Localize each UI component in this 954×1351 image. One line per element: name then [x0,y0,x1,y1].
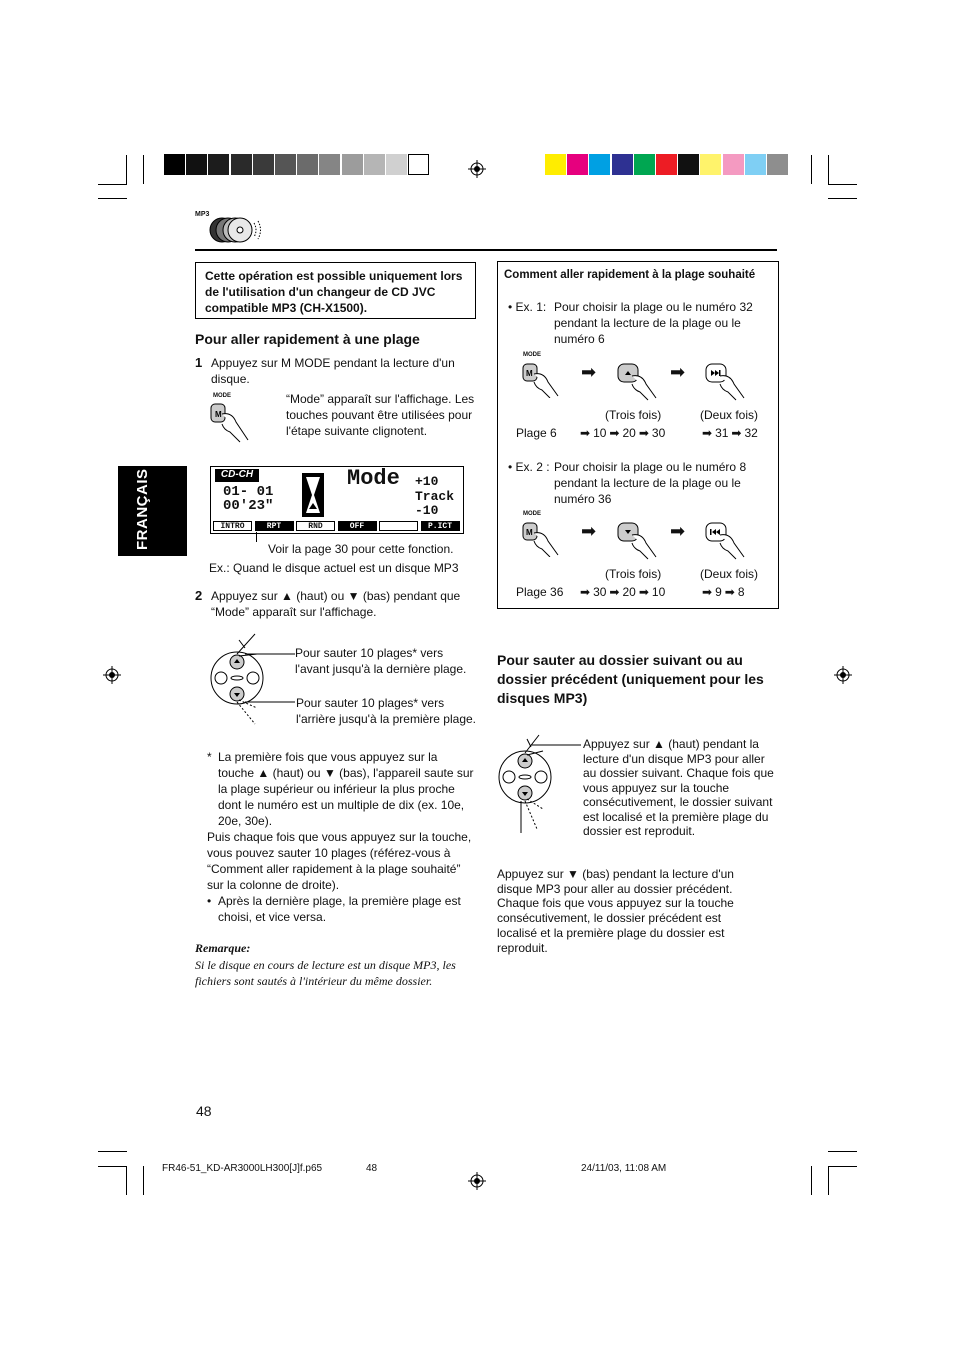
lcd-button-label [379,521,418,531]
sequence-row [580,584,668,600]
times-label: (Deux fois) [700,567,759,581]
color-swatch [297,154,318,175]
registration-mark-icon [103,666,121,684]
skip-forward-note: Pour sauter 10 plages* vers l'avant jusqu'à la dernière plage. [295,646,467,676]
color-swatch [567,154,588,175]
color-swatch [745,154,766,175]
section-heading: Pour sauter au dossier suivant ou au dossier précédent (uniquement pour les disques MP3) [497,652,764,706]
svg-text:M: M [526,528,533,537]
crop-mark [126,1166,127,1195]
color-swatch [545,154,566,175]
lcd-button-row [213,521,461,531]
section-heading: Pour aller rapidement à une plage [195,331,420,347]
example-label: • Ex. 1: [508,300,547,314]
header-rule [195,249,777,251]
language-tab [118,466,187,556]
step-number: 1 [195,355,203,370]
folder-down-text: Appuyez sur ▼ (bas) pendant la lecture d'un disque MP3 pour aller au dossier précédent. Chaque fois que vous appuyez sur la touche consécutivement, le dossier précédent est localisé et la première plage du dossier est reproduit. [497,867,734,955]
sequence-row [702,584,748,600]
crop-mark [126,155,127,184]
right-arrow-icon: ➡ [731,426,742,440]
right-arrow-icon: ➡ [581,521,597,541]
see-page-note: Voir la page 30 pour cette fonction. [268,542,454,556]
right-arrow-icon: ➡ [580,585,591,599]
crop-mark [143,1166,144,1195]
color-swatch [208,154,229,175]
mp3-label: MP3 [195,211,210,218]
registration-mark-icon [468,1172,486,1190]
crop-mark [98,1151,127,1152]
crop-mark [811,1166,812,1195]
color-swatch [678,154,699,175]
page-number: 48 [196,1103,212,1119]
folder-up-text: Appuyez sur ▲ (haut) pendant la lecture d'un disque MP3 pour aller au dossier suivant. Chaque fois que vous appuyez sur la touche consécutivement, le dossier suivant est localisé et la première plage du dossier est reproduit. [583,737,774,838]
mode-button-icon[interactable] [208,400,256,444]
lcd-line2: 00'23" [223,498,274,514]
crop-mark [828,184,857,185]
bullet-mark: • [207,894,212,908]
lcd-mode: Mode [347,466,400,491]
right-arrow-icon: ➡ [581,362,597,382]
language-label: FRANÇAIS [134,468,151,550]
crop-mark [828,1166,829,1195]
lcd-line1: 01- 01 [223,484,274,500]
right-arrow-icon: ➡ [580,426,591,440]
color-swatch [767,154,788,175]
color-swatch [723,154,744,175]
color-swatch [656,154,677,175]
color-swatch [275,154,296,175]
right-arrow-icon: ➡ [724,585,735,599]
crop-mark [828,155,829,184]
sequence-value: 9 [715,585,722,599]
step-text: Appuyez sur M MODE pendant la lecture d'un disque. [211,356,455,386]
leader-line [256,532,257,542]
step-text: Appuyez sur ▲ (haut) ou ▼ (bas) pendant que “Mode” apparaît sur l'affichage. [211,589,461,619]
sequence-value: 20 [622,585,636,599]
times-label: (Trois fois) [605,408,662,422]
registration-mark-icon [468,160,486,178]
crop-mark [811,155,812,184]
footer-page: 48 [366,1163,378,1174]
track-label: Plage 6 [516,426,557,440]
skip-back-note: Pour sauter 10 plages* vers l'arrière jusqu'à la première plage. [296,696,477,726]
down-button-icon[interactable] [616,521,662,561]
next-button-icon[interactable] [704,362,750,402]
sequence-value: 30 [593,585,607,599]
notice-box [195,262,476,319]
sequence-value: 20 [622,426,636,440]
times-label: (Deux fois) [700,408,759,422]
color-swatch [700,154,721,175]
right-arrow-icon: ➡ [670,362,686,382]
example-caption: Ex.: Quand le disque actuel est un disque MP3 [209,561,459,575]
followup-text: Puis chaque fois que vous appuyez sur la touche, vous pouvez sauter 10 plages (référez-vous à “Comment aller rapidement à la plage souhaité” sur la colonne de droite). [207,830,472,892]
notice-text: Cette opération est possible uniquement lors de l'utilisation d'un changeur de CD JVC compatible MP3 (CH-X1500). [205,269,463,315]
lcd-source: CD-CH [215,469,259,482]
color-swatch [186,154,207,175]
example-text: Pour choisir la plage ou le numéro 32 pendant la lecture de la plage ou le numéro 6 [554,300,753,346]
mode-label: MODE [523,511,541,517]
color-swatch [342,154,363,175]
crop-mark [828,1166,857,1167]
hourglass-icon [301,473,325,517]
right-arrow-icon: ➡ [638,585,649,599]
sequence-row [702,425,761,441]
mp3-disc-icon [208,215,268,245]
color-swatch [164,154,185,175]
color-swatch [612,154,633,175]
right-arrow-icon: ➡ [702,426,713,440]
lcd-minus: -10 [415,503,439,518]
lcd-button-label: OFF [338,521,377,531]
footer-date: 24/11/03, 11:08 AM [581,1163,667,1174]
sequence-value: 10 [593,426,607,440]
color-swatch [364,154,385,175]
right-arrow-icon: ➡ [609,426,620,440]
mode-button-icon[interactable] [520,360,564,398]
times-label: (Trois fois) [605,567,662,581]
crop-mark [98,198,127,199]
color-swatch [319,154,340,175]
crop-mark [143,155,144,184]
footnote-star: * [207,750,212,764]
footnote-text: La première fois que vous appuyez sur la touche ▲ (haut) ou ▼ (bas), l'appareil saute sur la plage supérieur ou inférieur la plus proche dont le numéro est un multiple de dix (ex. 10e, 20e, 30e). [218,750,474,828]
remark-text: Si le disque en cours de lecture est un disque MP3, les fichiers sont sautés à l'intérieur du même dossier. [195,958,456,988]
sequence-row [580,425,668,441]
footer-file: FR46-51_KD-AR3000LH300[J]f.p65 [162,1163,323,1174]
mode-label: MODE [523,352,541,358]
mode-button-icon[interactable] [520,519,564,557]
color-swatch [408,154,429,175]
sequence-value: 30 [651,426,666,440]
color-swatch [231,154,252,175]
svg-text:M: M [526,369,533,378]
color-swatch [386,154,407,175]
crop-mark [828,1151,857,1152]
track-label: Plage 36 [516,585,564,599]
example-text: Pour choisir la plage ou le numéro 8 pendant la lecture de la plage ou le numéro 36 [554,460,747,506]
lcd-plus: +10 [415,474,439,489]
control-pad-icon[interactable] [205,632,297,728]
crop-mark [98,1166,127,1167]
lcd-button-label: RND [296,521,335,531]
lcd-display [210,466,464,534]
crop-mark [828,198,857,199]
sequence-value: 32 [744,426,758,440]
step-number: 2 [195,588,203,603]
lcd-button-label: RPT [255,521,294,531]
example-label: • Ex. 2 : [508,460,550,474]
previous-button-icon[interactable] [704,521,750,561]
mode-note: “Mode” apparaît sur l'affichage. Les touches pouvant être utilisées pour l'étape suivante clignotent. [286,392,475,438]
right-arrow-icon: ➡ [638,426,649,440]
registration-mark-icon [834,666,852,684]
right-arrow-icon: ➡ [609,585,620,599]
remark-title: Remarque: [195,941,251,955]
sequence-value: 31 [715,426,729,440]
lcd-track: Track [415,489,455,504]
lcd-button-label: P.ICT [421,521,460,531]
svg-text:M: M [215,410,222,419]
mode-label: MODE [213,393,231,399]
color-swatch [589,154,610,175]
example-box-title: Comment aller rapidement à la plage souhaité [504,269,756,281]
up-button-icon[interactable] [616,362,662,402]
bullet-text: Après la dernière plage, la première plage est choisi, et vice versa. [218,894,461,924]
sequence-value: 10 [651,585,666,599]
color-swatch [253,154,274,175]
control-pad-icon[interactable] [497,733,583,833]
crop-mark [98,184,127,185]
right-arrow-icon: ➡ [702,585,713,599]
right-arrow-icon: ➡ [670,521,686,541]
lcd-button-label: INTRO [213,521,252,531]
sequence-value: 8 [737,585,745,599]
color-swatch [634,154,655,175]
